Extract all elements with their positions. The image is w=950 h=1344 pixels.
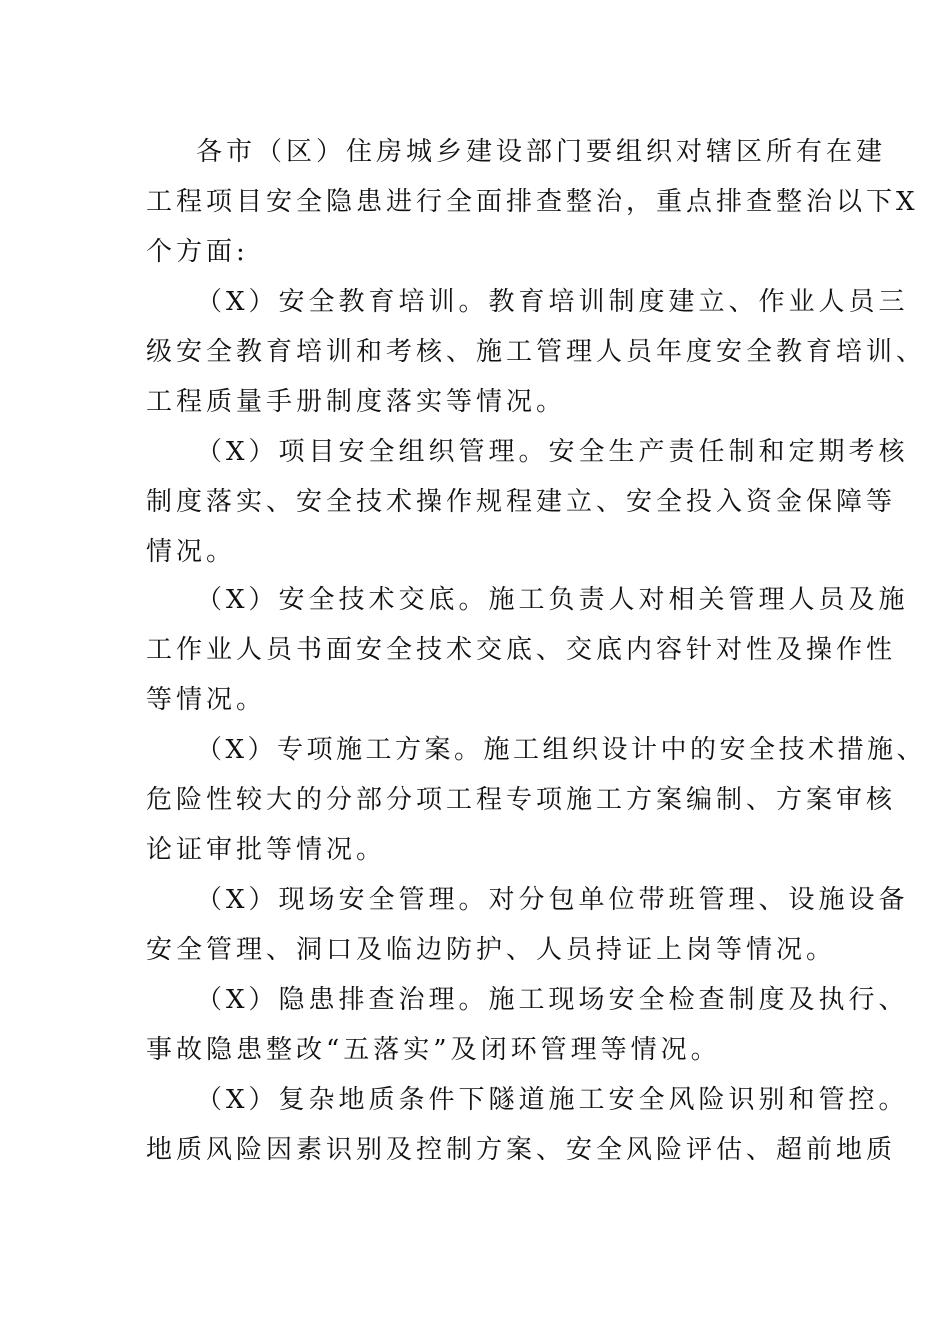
text-line: 等情况。 [146, 685, 267, 715]
text-line: 论证审批等情况。 [146, 835, 387, 865]
text-line: 各市（区）住房城乡建设部门要组织对辖区所有在建 [196, 137, 887, 167]
text-line: 安全管理、洞口及临边防护、人员持证上岗等情况。 [146, 935, 837, 965]
text-line: 工作业人员书面安全技术交底、交底内容针对性及操作性 [146, 635, 897, 665]
text-line: （X）项目安全组织管理。安全生产责任制和定期考核 [196, 437, 909, 467]
text-line: 工程质量手册制度落实等情况。 [146, 387, 567, 417]
text-line: 地质风险因素识别及控制方案、安全风险评估、超前地质 [146, 1135, 897, 1165]
text-line: 级安全教育培训和考核、施工管理人员年度安全教育培训、 [146, 337, 927, 367]
text-line: （X）专项施工方案。施工组织设计中的安全技术措施、 [196, 735, 927, 765]
text-line: （X）隐患排查治理。施工现场安全检查制度及执行、 [196, 985, 909, 1015]
text-line: （X）安全教育培训。教育培训制度建立、作业人员三 [196, 287, 909, 317]
text-line: 个方面: [146, 237, 249, 267]
text-line: （X）安全技术交底。施工负责人对相关管理人员及施 [196, 585, 909, 615]
text-line: 工程项目安全隐患进行全面排查整治，重点排查整治以下X [146, 187, 919, 217]
text-line: 事故隐患整改“五落实”及闭环管理等情况。 [146, 1035, 721, 1065]
text-line: 制度落实、安全技术操作规程建立、安全投入资金保障等 [146, 487, 897, 517]
text-line: 情况。 [146, 537, 237, 567]
text-line: （X）复杂地质条件下隧道施工安全风险识别和管控。 [196, 1085, 909, 1115]
text-line: 危险性较大的分部分项工程专项施工方案编制、方案审核 [146, 785, 897, 815]
text-line: （X）现场安全管理。对分包单位带班管理、设施设备 [196, 885, 909, 915]
